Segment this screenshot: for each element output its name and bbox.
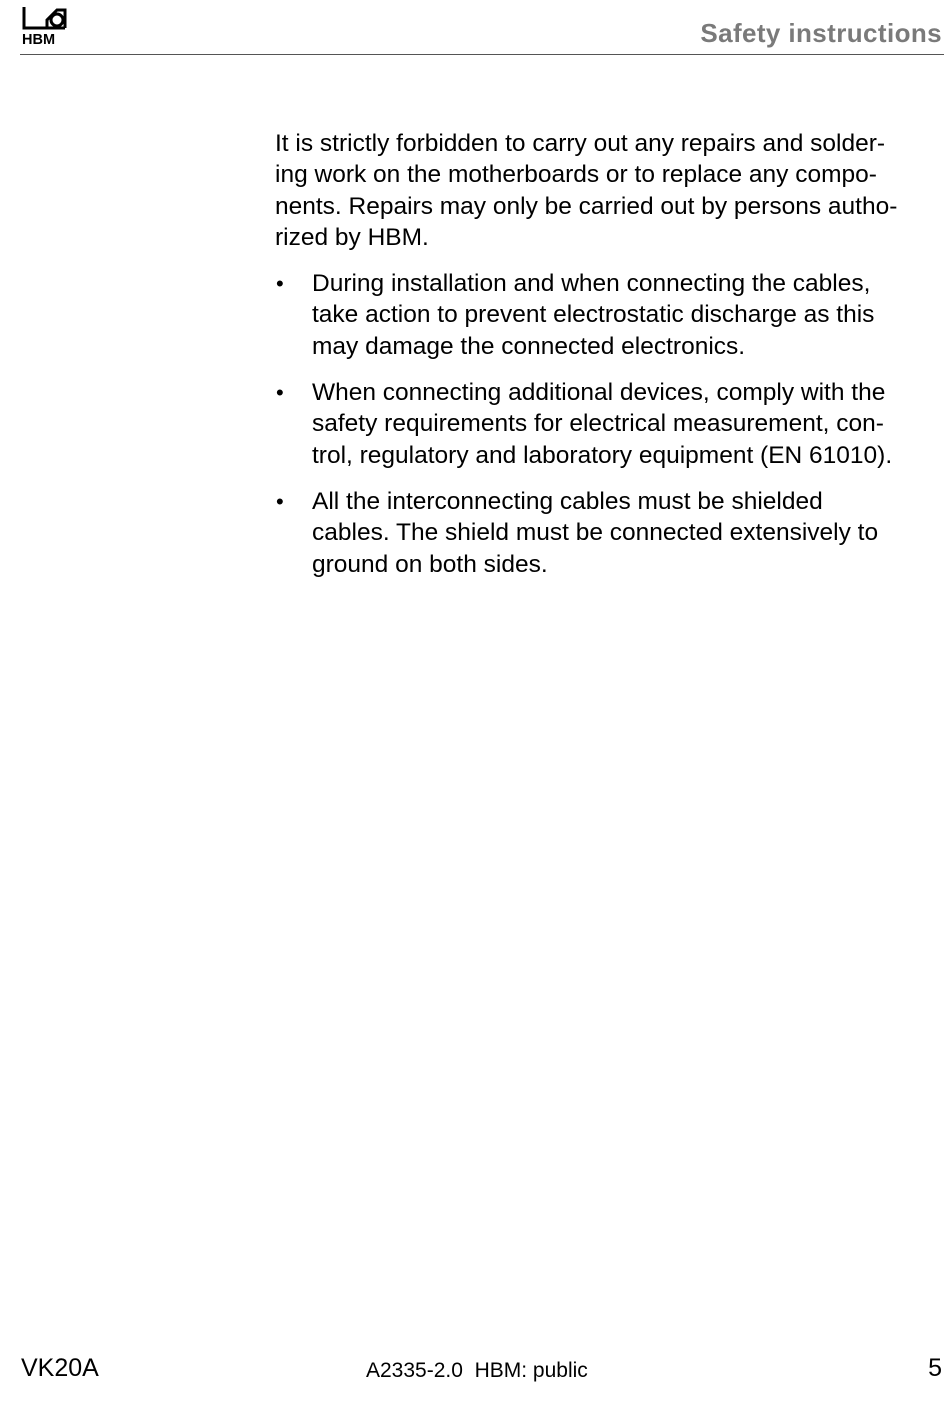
bullet-icon: • bbox=[276, 488, 284, 514]
bullet-item-esd bbox=[275, 268, 943, 362]
footer-document-id: A2335-2.0 HBM: public bbox=[366, 1359, 588, 1382]
bullet-item-additional-devices bbox=[275, 377, 943, 471]
bullet-item-shielded-cables bbox=[275, 486, 943, 580]
header-divider bbox=[20, 54, 944, 55]
section-title: Safety instructions bbox=[700, 18, 942, 48]
page-content bbox=[275, 128, 943, 595]
safety-bullet-list bbox=[275, 268, 943, 580]
bullet-line: safety requirements for electrical measurement, con- bbox=[312, 410, 884, 438]
paragraph-line: It is strictly forbidden to carry out any repairs and solder- bbox=[275, 130, 886, 157]
bullet-line: cables. The shield must be connected extensively to bbox=[312, 519, 879, 547]
bullet-line: may damage the connected electronics. bbox=[312, 332, 746, 360]
bullet-line: trol, regulatory and laboratory equipment (EN 61010). bbox=[312, 441, 893, 469]
bullet-icon: • bbox=[276, 271, 284, 297]
footer-product-name: VK20A bbox=[21, 1354, 99, 1382]
hbm-logo-text: HBM bbox=[22, 32, 56, 46]
bullet-line: During installation and when connecting the cables, bbox=[312, 270, 871, 298]
paragraph-line: nents. Repairs may only be carried out by persons autho- bbox=[275, 192, 898, 220]
bullet-line: take action to prevent electrostatic discharge as this bbox=[312, 301, 875, 329]
paragraph-line: ing work on the motherboards or to replace any compo- bbox=[275, 161, 877, 189]
intro-paragraph bbox=[275, 128, 943, 253]
bullet-line: All the interconnecting cables must be shielded bbox=[312, 487, 823, 515]
bullet-line: When connecting additional devices, comply with the bbox=[312, 379, 886, 407]
page-number: 5 bbox=[928, 1354, 942, 1382]
bullet-icon: • bbox=[276, 380, 284, 406]
bullet-line: ground on both sides. bbox=[312, 550, 548, 578]
paragraph-line: rized by HBM. bbox=[275, 223, 429, 251]
hbm-logo bbox=[21, 4, 69, 46]
